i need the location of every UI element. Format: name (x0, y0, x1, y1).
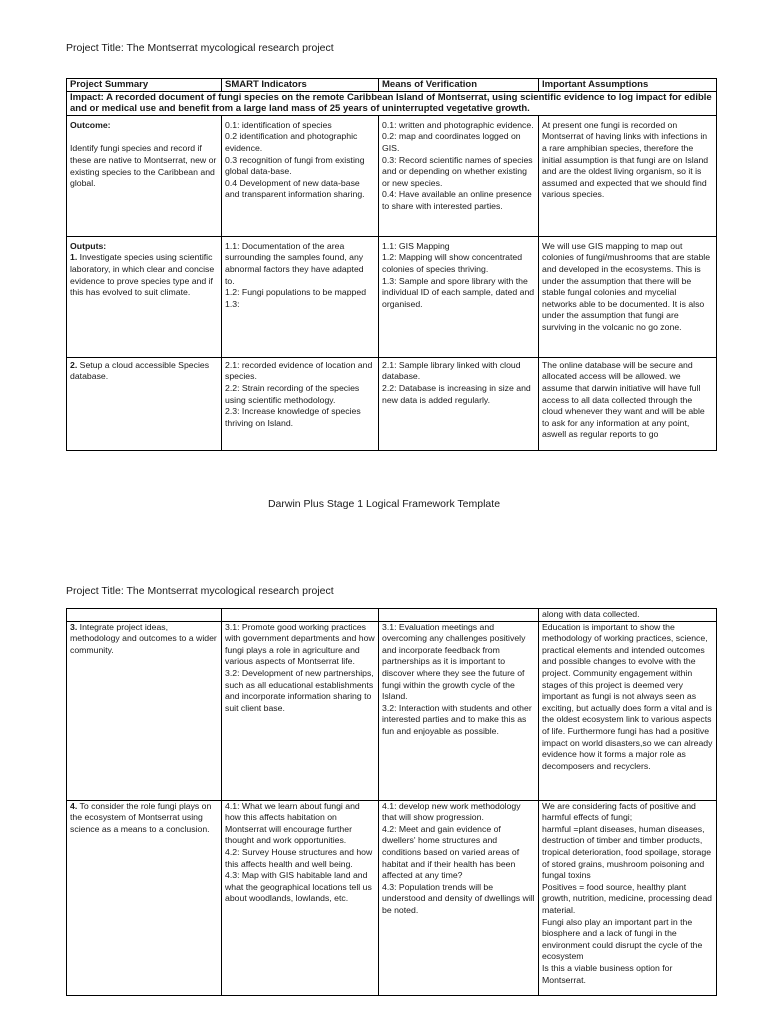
output3-row (67, 621, 717, 800)
outcome-label: Outcome: (70, 119, 111, 130)
impact-statement: Impact: A recorded document of fungi species on the remote Caribbean Island of Montserrat, using scientific evidence to log impact for edible and or medical use and benefit from a large land mass of 25 years of uninterrupted vegetative growth. (67, 91, 717, 115)
output2-indicators: 2.1: recorded evidence of location and species. 2.2: Strain recording of the species using scientific methodology. 2.3: Increase knowledge of species thriving on Island. (222, 357, 379, 450)
output2-number: 2. (70, 359, 78, 370)
output1-number: 1. (70, 252, 78, 263)
output1-assumptions: We will use GIS mapping to map out colonies of fungi/mushrooms that are stable and developed in the ecosystems. This is under the assumption that there will be stable fungal colonies and mycelial networks able to be documented. It is also under the assumption that fungi are surviving in the volcanic no go zone. (539, 236, 717, 357)
page-footer: Darwin Plus Stage 1 Logical Framework Template (267, 498, 501, 510)
output4-number: 4. (70, 800, 78, 811)
output1-indicators: 1.1: Documentation of the area surrounding the samples found, any abnormal factors they have adapted to. 1.2: Fungi populations to be mapped 1.3: (222, 236, 379, 357)
output1-summary: Investigate species using scientific laboratory, in which clear and concise evidence to prove species type and if this has evolved to suit climate. (70, 252, 215, 298)
output2-assumptions: The online database will be secure and allocated access will be allowed. we assume that darwin initiative will have full access to all data collected through the cloud whenever they want and will be able to ask for any information at any point, aswell as regular reports to go (539, 357, 717, 450)
output2-assumptions-continued: along with data collected. (539, 609, 717, 622)
logframe-table-page1 (66, 78, 717, 451)
output3-indicators: 3.1: Promote good working practices with government departments and how fungi plays a role in agriculture and various aspects of Montserrat life. 3.2: Development of new partnerships, such as all educational establishments and incorporate information sharing to suit client base. (222, 621, 379, 800)
output4-summary-cell (67, 800, 222, 995)
header-row (67, 79, 717, 92)
outputs-label: Outputs: (70, 240, 107, 251)
project-title-page2: Project Title: The Montserrat mycological research project (66, 585, 334, 597)
output3-number: 3. (70, 621, 78, 632)
output1-row (67, 236, 717, 357)
outcome-summary: Identify fungi species and record if these are native to Montserrat, new or existing species to the Caribbean and global. (70, 143, 217, 189)
output4-row (67, 800, 717, 995)
outcome-summary-cell (67, 115, 222, 236)
header-means-of-verification: Means of Verification (379, 79, 539, 92)
header-project-summary: Project Summary (67, 79, 222, 92)
project-title: Project Title: The Montserrat mycological research project (66, 42, 334, 54)
header-smart-indicators: SMART Indicators (222, 79, 379, 92)
impact-row (67, 91, 717, 115)
output3-verification: 3.1: Evaluation meetings and overcoming any challenges positively and incorporate feedback from partnerships as it is important to discover where they see the future of fungi within the growth cycle of the Island. 3.2: Interaction with students and other interested parties and to make this as fun and enjoyable as possible. (379, 621, 539, 800)
continuation-row (67, 609, 717, 622)
output1-verification: 1.1: GIS Mapping 1.2: Mapping will show concentrated colonies of species thriving. 1.3: Sample and spore library with the individual ID of each sample, dated and organised. (379, 236, 539, 357)
output4-assumptions: We are considering facts of positive and harmful effects of fungi; harmful =plant diseases, human diseases, destruction of timber and timber products, tropical deterioration, food spoilage, storage of stored grains, mushroom poisoning and fungal toxins Positives = food source, healthy plant growth, nutrition, medicine, processing dead material. Fungi also play an important part in the biosphere and a lack of fungi in the environment could disrupt the cycle of the ecosystem Is this a viable business option for Montserrat. (539, 800, 717, 995)
output4-indicators: 4.1: What we learn about fungi and how this affects habitation on Montserrat will encourage further thought and work opportunities. 4.2: Survey House structures and how this affects health and well being. 4.3: Map with GIS habitable land and what the geographical locations tell us about woodlands, lowlands, etc. (222, 800, 379, 995)
outcome-indicators: 0.1: identification of species 0.2 identification and photographic evidence. 0.3 recognition of fungi from existing global data-base. 0.4 Development of new data-base and transparent information sharing. (222, 115, 379, 236)
outcome-row (67, 115, 717, 236)
output4-summary: To consider the role fungi plays on the ecosystem of Montserrat using science as a means to a conclusion. (70, 800, 212, 834)
output2-summary-cell (67, 357, 222, 450)
output3-assumptions: Education is important to show the methodology of working practices, science, practical elements and intended outcomes and possible changes to evolve with the project. Community engagement within stages of this project is deemed very important as fungi is not always seen as exciting, but actually does form a vital and is the oldest ecosystem link to various aspects of life. Furthermore fungi has had a positive impact on world disasters,so we can already evidence how it forms a major role as decomposers and recyclers. (539, 621, 717, 800)
output1-summary-cell (67, 236, 222, 357)
outcome-assumptions: At present one fungi is recorded on Montserrat of having links with infections in a rare amphibian species, therefore the initial assumption is that fungi are on Island and are the oldest living organism, so it is assumed and expected that we should find various species. (539, 115, 717, 236)
output3-summary-cell (67, 621, 222, 800)
output2-verification: 2.1: Sample library linked with cloud database. 2.2: Database is increasing in size and new data is added regularly. (379, 357, 539, 450)
output2-summary: Setup a cloud accessible Species database. (70, 359, 210, 382)
output2-row (67, 357, 717, 450)
output3-summary: Integrate project ideas, methodology and outcomes to a wider community. (70, 621, 217, 655)
outcome-verification: 0.1: written and photographic evidence. 0.2: map and coordinates logged on GIS. 0.3: Record scientific names of species and or depending on whether existing or new species. 0.4: Have available an online presence to share with interested parties. (379, 115, 539, 236)
logframe-table-page2 (66, 608, 717, 996)
header-important-assumptions: Important Assumptions (539, 79, 717, 92)
output4-verification: 4.1: develop new work methodology that will show progression. 4.2: Meet and gain evidence of dwellers' home structures and conditions based on varied areas of habitat and if their health has been affected at any time? 4.3: Population trends will be understood and density of dwellings will be noted. (379, 800, 539, 995)
